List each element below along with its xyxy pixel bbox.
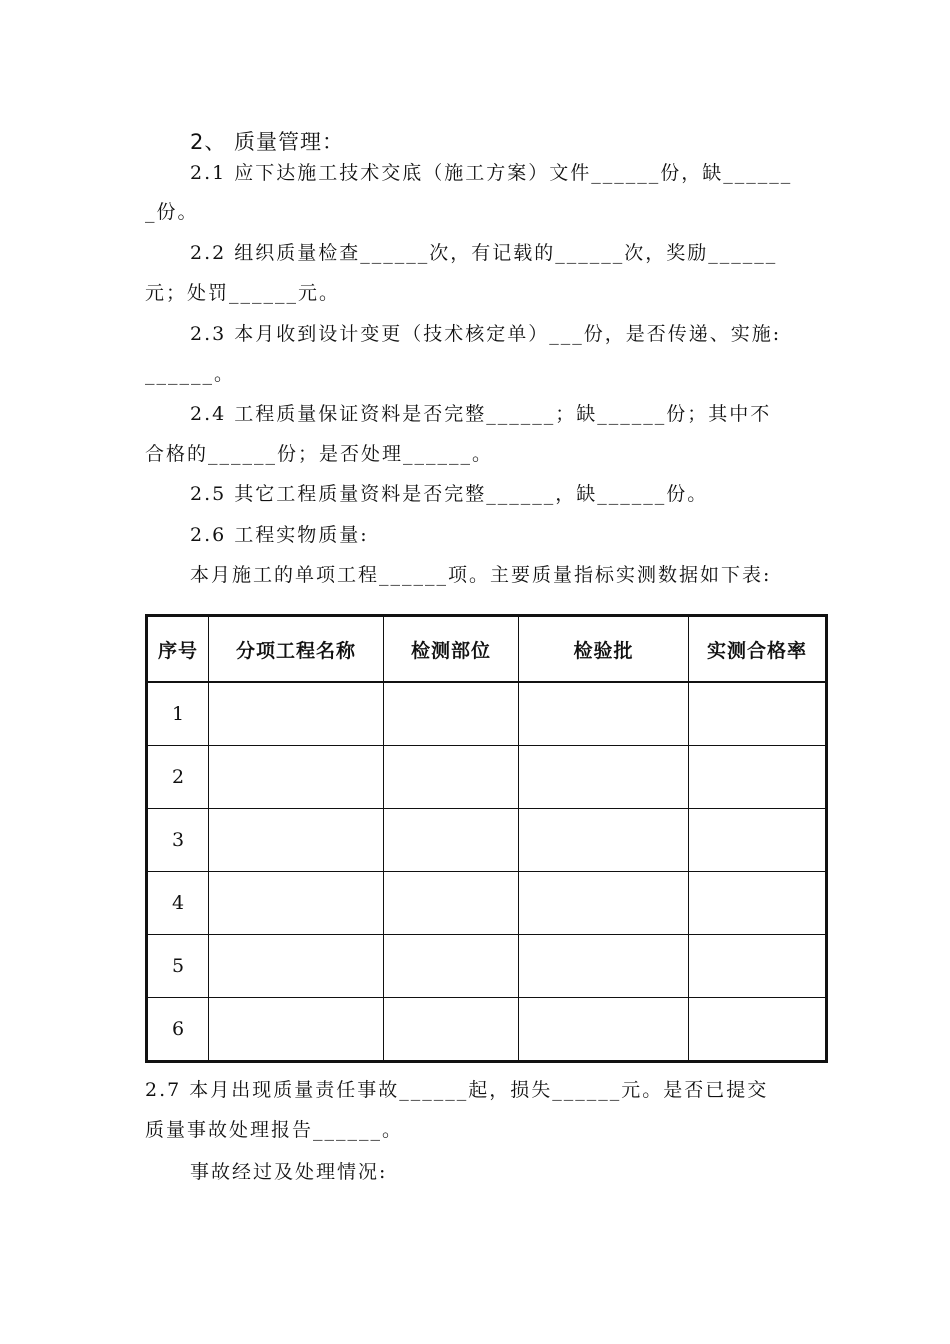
cell-batch: [519, 935, 689, 998]
cell-batch: [519, 809, 689, 872]
section-title: 2、 质量管理：: [190, 130, 345, 154]
item-2-7-line-1: 2.7 本月出现质量责任事故______起，损失______元。是否已提交: [145, 1079, 769, 1101]
item-2-1-line-1: 2.1 应下达施工技术交底（施工方案）文件______份，缺______: [190, 162, 793, 184]
cell-location: [384, 935, 519, 998]
row-index: 3: [147, 809, 209, 872]
cell-item-name: [209, 746, 384, 809]
item-2-3-line-1: 2.3 本月收到设计变更（技术核定单）___份，是否传递、实施:: [190, 323, 782, 345]
cell-batch: [519, 746, 689, 809]
header-pass-rate: 实测合格率: [689, 616, 827, 683]
table-intro-line: 本月施工的单项工程______项。主要质量指标实测数据如下表:: [190, 564, 772, 586]
cell-item-name: [209, 682, 384, 746]
cell-pass-rate: [689, 746, 827, 809]
cell-pass-rate: [689, 809, 827, 872]
cell-location: [384, 998, 519, 1062]
header-item-name: 分项工程名称: [209, 616, 384, 683]
item-2-7-line-2: 质量事故处理报告______。: [145, 1119, 404, 1141]
quality-data-table: [145, 614, 828, 1063]
item-2-2-line-2: 元；处罚______元。: [145, 282, 341, 304]
row-index: 4: [147, 872, 209, 935]
item-2-2-line-1: 2.2 组织质量检查______次，有记载的______次，奖励______: [190, 242, 778, 264]
table-row: [147, 682, 827, 746]
table-header-row: [147, 616, 827, 683]
cell-item-name: [209, 809, 384, 872]
cell-pass-rate: [689, 872, 827, 935]
item-2-1-line-2: _份。: [145, 201, 199, 223]
cell-batch: [519, 998, 689, 1062]
cell-pass-rate: [689, 682, 827, 746]
accident-details-label: 事故经过及处理情况:: [190, 1161, 388, 1183]
cell-pass-rate: [689, 935, 827, 998]
row-index: 5: [147, 935, 209, 998]
cell-item-name: [209, 998, 384, 1062]
item-2-5-line: 2.5 其它工程质量资料是否完整______，缺______份。: [190, 483, 709, 505]
cell-batch: [519, 872, 689, 935]
table-row: [147, 998, 827, 1062]
table-row: [147, 872, 827, 935]
row-index: 2: [147, 746, 209, 809]
cell-batch: [519, 682, 689, 746]
cell-item-name: [209, 935, 384, 998]
header-index: 序号: [147, 616, 209, 683]
table-row: [147, 935, 827, 998]
row-index: 1: [147, 682, 209, 746]
item-2-4-line-2: 合格的______份；是否处理______。: [145, 443, 494, 465]
table-row: [147, 809, 827, 872]
cell-location: [384, 682, 519, 746]
header-inspection-batch: 检验批: [519, 616, 689, 683]
cell-location: [384, 746, 519, 809]
item-2-3-line-2: ______。: [145, 363, 236, 385]
table-row: [147, 746, 827, 809]
header-inspection-location: 检测部位: [384, 616, 519, 683]
cell-location: [384, 872, 519, 935]
row-index: 6: [147, 998, 209, 1062]
cell-item-name: [209, 872, 384, 935]
cell-pass-rate: [689, 998, 827, 1062]
cell-location: [384, 809, 519, 872]
item-2-4-line-1: 2.4 工程质量保证资料是否完整______；缺______份；其中不: [190, 403, 772, 425]
item-2-6-line: 2.6 工程实物质量:: [190, 524, 369, 546]
